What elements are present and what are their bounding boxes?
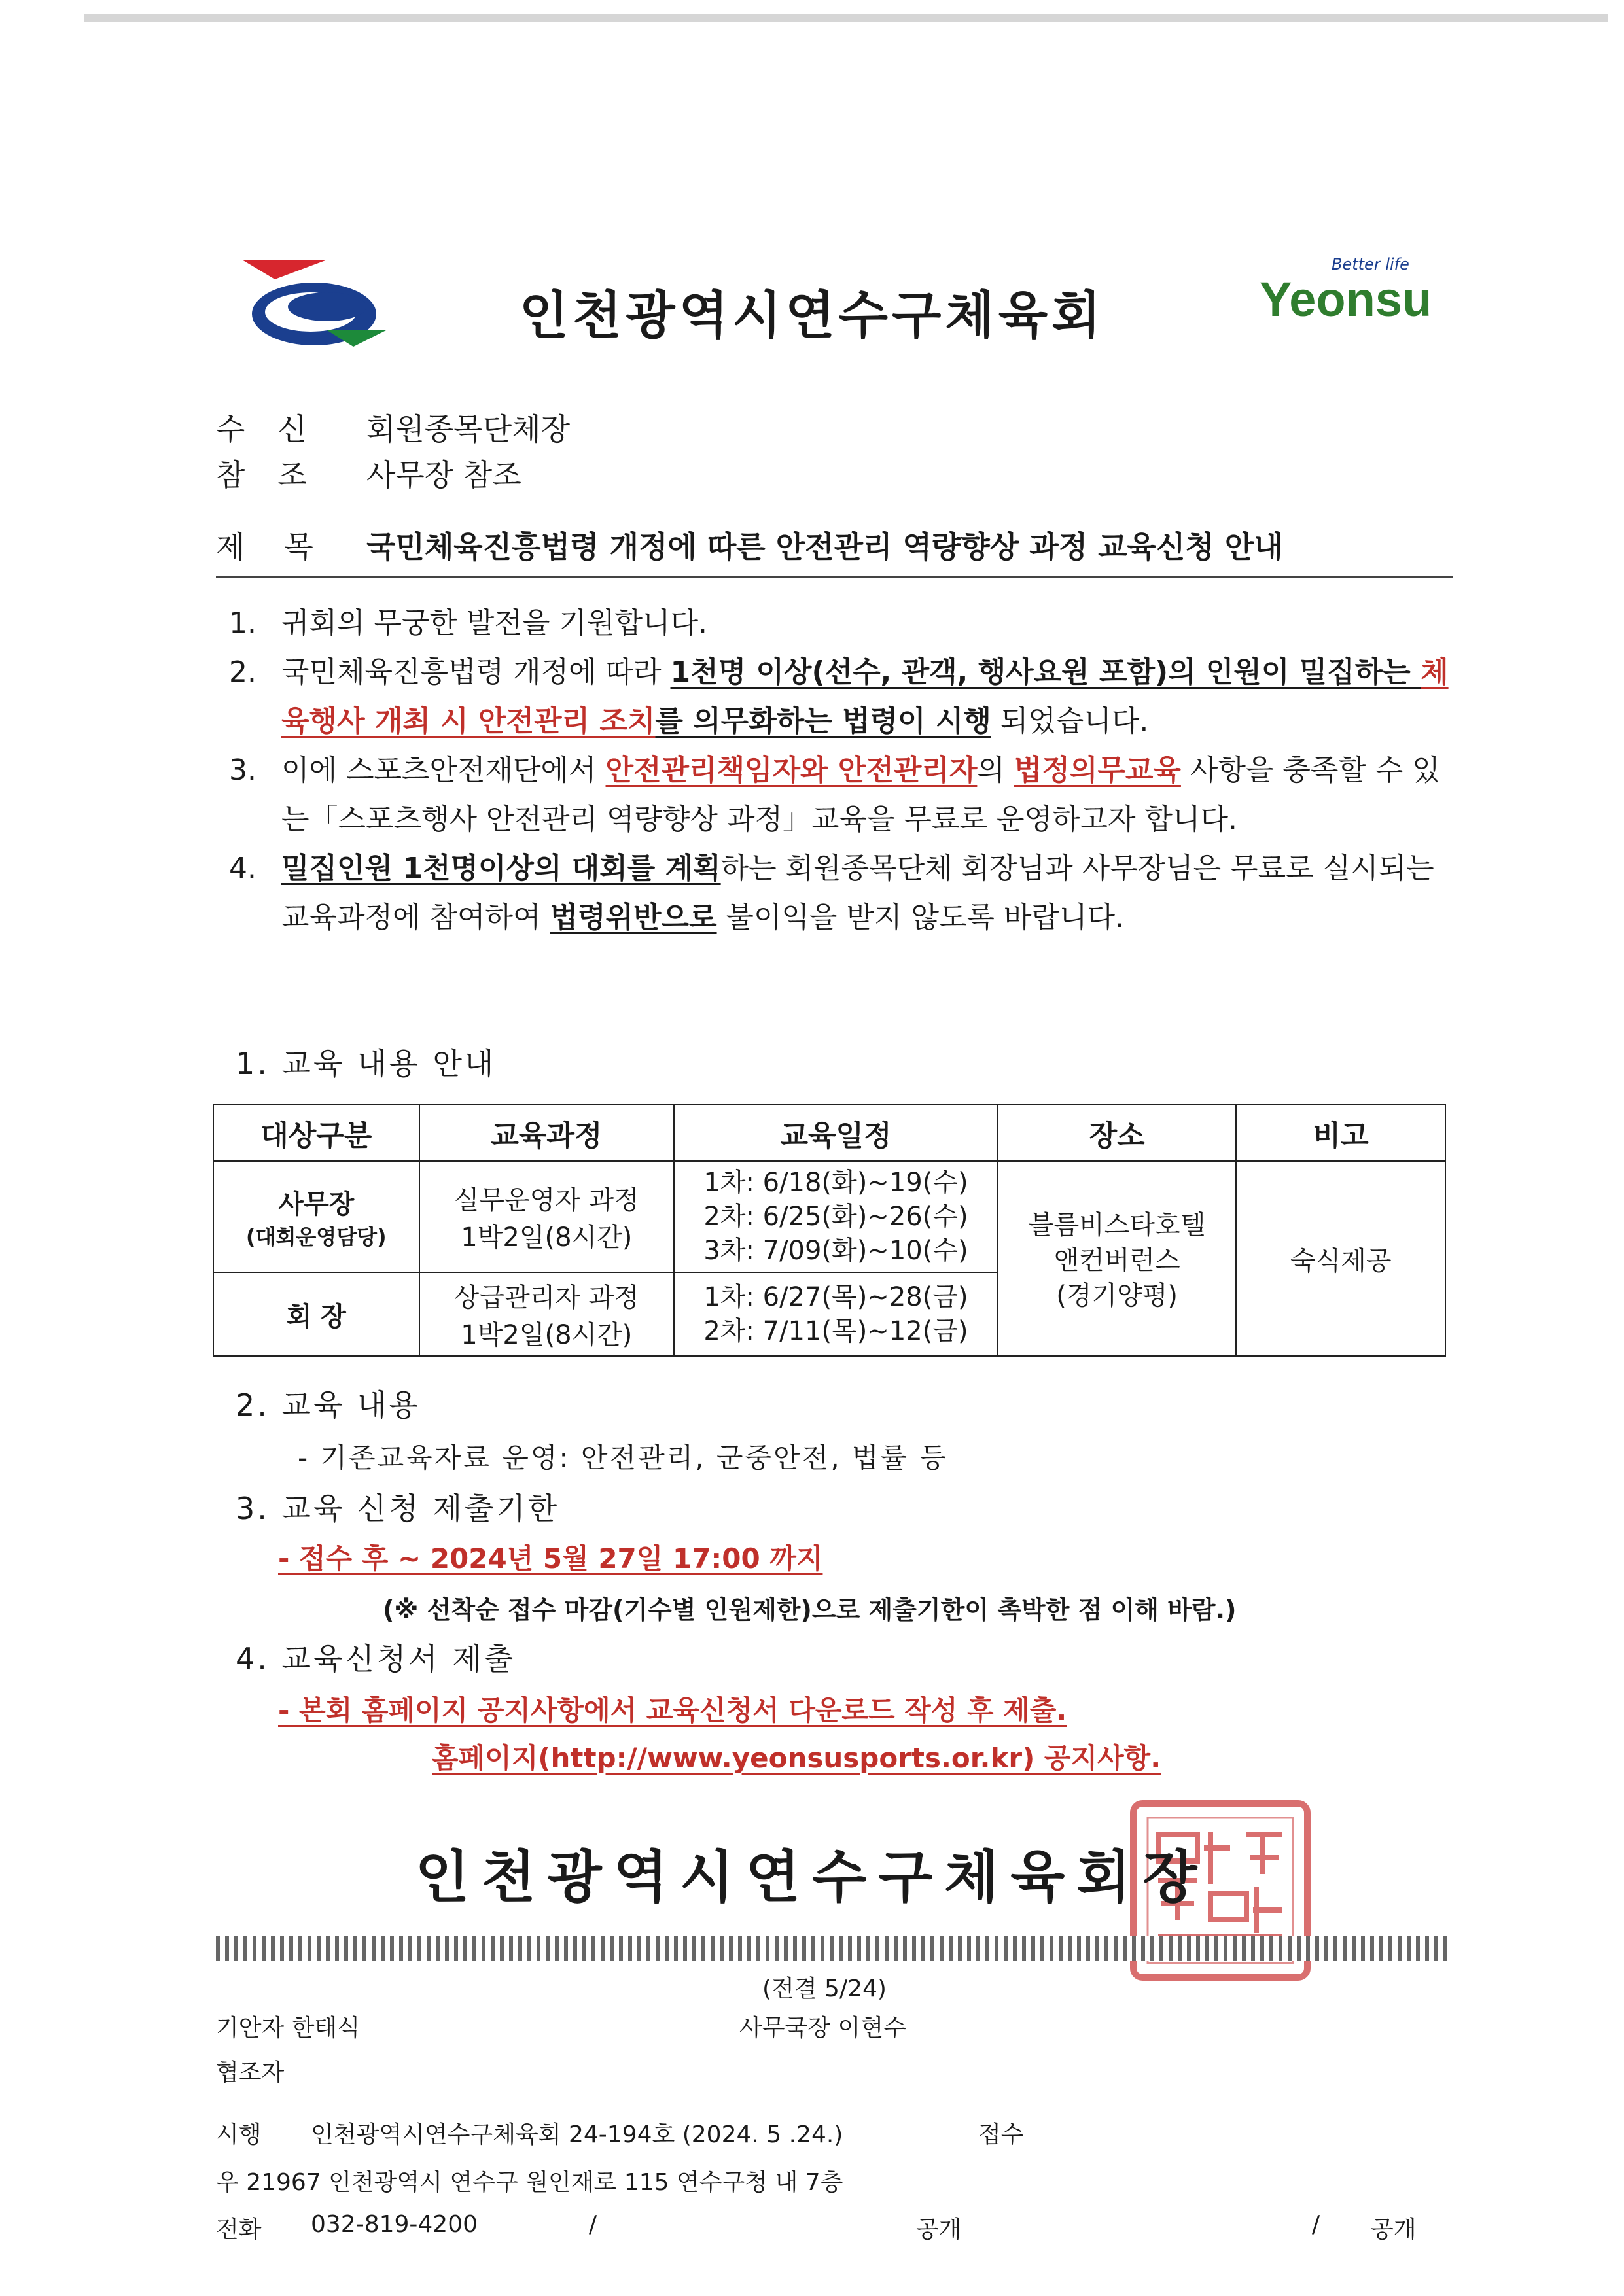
homepage-link[interactable]: 홈페이지(http://www.yeonsusports.or.kr) 공지사항.	[432, 1742, 1161, 1774]
body-item-3	[229, 746, 1453, 844]
column-header: 대상구분	[213, 1105, 419, 1161]
course-name: 실무운영자 과정	[453, 1185, 639, 1215]
target-name: 회 장	[286, 1301, 346, 1332]
course-cell	[419, 1161, 675, 1272]
target-cell	[213, 1161, 419, 1272]
recipient-row	[216, 406, 570, 449]
address: 우 21967 인천광역시 연수구 원인재로 115 연수구청 내 7층	[216, 2169, 843, 2196]
education-table	[213, 1104, 1446, 1357]
course-duration: 1박2일(8시간)	[461, 1320, 633, 1350]
schedule-entry: 3차: 7/09(화)~10(수)	[703, 1236, 968, 1266]
column-header: 교육일정	[674, 1105, 998, 1161]
item-emphasis-red: 안전관리책임자와 안전관리자	[605, 754, 978, 787]
column-header: 비고	[1236, 1105, 1445, 1161]
section-1-title: 1. 교육 내용 안내	[236, 1046, 497, 1081]
schedule-entry: 2차: 6/25(화)~26(수)	[703, 1202, 968, 1232]
body-item-1	[229, 599, 1453, 648]
drafter: 기안자 한태식	[216, 2015, 361, 2042]
target-name: 사무장	[278, 1189, 355, 1219]
schedule-cell	[674, 1161, 998, 1272]
public-status: 공개	[916, 2216, 962, 2243]
item-emphasis-red: 체육행사 개최 시 안전관리 조치	[281, 655, 1449, 738]
section-4-title: 4. 교육신청서 제출	[236, 1641, 516, 1677]
deadline-text: - 접수 후 ~ 2024년 5월 27일 17:00 까지	[278, 1542, 823, 1574]
item-text: 불이익을 받지 않도록 바랍니다.	[716, 901, 1125, 934]
public-status: 공개	[1371, 2216, 1417, 2243]
sender-signature: 인천광역시연수구체육회장	[415, 1845, 1209, 1910]
schedule-entry: 1차: 6/27(목)~28(금)	[703, 1282, 968, 1312]
subject-row	[216, 523, 1453, 578]
venue-cell	[998, 1161, 1237, 1356]
column-header: 교육과정	[419, 1105, 675, 1161]
item-text: 이에 스포츠안전재단에서	[281, 754, 606, 787]
schedule-entry: 1차: 6/18(화)~19(수)	[703, 1168, 968, 1198]
subject-label: 제목	[216, 529, 353, 565]
cooperator: 협조자	[216, 2059, 285, 2086]
item-number: 2.	[229, 655, 256, 689]
document-barcode	[216, 1936, 1453, 1961]
logo-wordmark: Yeonsu	[1260, 272, 1432, 326]
item-text: 되었습니다.	[991, 704, 1149, 738]
body-item-4	[229, 844, 1453, 942]
item-number: 4.	[229, 852, 256, 885]
note-cell: 숙식제공	[1236, 1161, 1445, 1356]
body-list	[229, 599, 1453, 942]
section-3-title: 3. 교육 신청 제출기한	[236, 1491, 560, 1526]
course-duration: 1박2일(8시간)	[461, 1223, 633, 1253]
course-name: 상급관리자 과정	[453, 1283, 639, 1313]
recipient-label: 수신	[216, 411, 340, 447]
body-item-2	[229, 648, 1453, 746]
enforce-label: 시행	[216, 2121, 262, 2148]
yeonsu-logo	[1260, 255, 1432, 334]
item-text: 의	[977, 754, 1014, 787]
phone-number: 032-819-4200	[311, 2211, 478, 2238]
section-2-title: 2. 교육 내용	[236, 1387, 421, 1423]
item-emphasis: 법령위반으로	[550, 901, 717, 934]
separator-slash: /	[1312, 2211, 1320, 2238]
approval-note: (전결 5/24)	[762, 1975, 887, 2002]
table-header-row	[213, 1105, 1445, 1161]
section-2-line: - 기존교육자료 운영: 안전관리, 군중안전, 법률 등	[298, 1442, 948, 1474]
scan-top-edge	[84, 14, 1608, 22]
item-number: 3.	[229, 754, 256, 787]
item-number: 1.	[229, 606, 256, 640]
reference-value: 사무장 참조	[366, 457, 521, 493]
subject-value: 국민체육진흥법령 개정에 따른 안전관리 역량향상 과정 교육신청 안내	[366, 529, 1283, 565]
office-chief: 사무국장 이현수	[739, 2015, 906, 2042]
target-cell	[213, 1272, 419, 1356]
separator-slash: /	[589, 2211, 597, 2238]
receipt-label: 접수	[978, 2121, 1024, 2148]
item-text: 사항을 충족할 수 있는「스포츠행사 안전관리 역량향상 과정」교육을 무료로 운영하고자 합니다.	[281, 754, 1440, 836]
table-row	[213, 1161, 1445, 1272]
item-text: 귀회의 무궁한 발전을 기원합니다.	[281, 606, 707, 640]
column-header: 장소	[998, 1105, 1237, 1161]
reference-row	[216, 451, 521, 495]
org-title: 인천광역시연수구체육회	[519, 287, 1105, 345]
venue-line: 앤컨버런스	[1053, 1245, 1180, 1276]
venue-line: (경기양평)	[1056, 1281, 1178, 1311]
recipient-value: 회원종목단체장	[366, 411, 571, 447]
item-emphasis: 1천명 이상(선수, 관객, 행사요원 포함)의 인원이 밀집하는	[670, 655, 1421, 689]
item-emphasis: 밀집인원 1천명이상의 대회를 계획	[281, 852, 721, 885]
venue-line: 블름비스타호텔	[1028, 1210, 1206, 1240]
enforce-value: 인천광역시연수구체육회 24-194호 (2024. 5 .24.)	[311, 2121, 843, 2148]
item-text: 하는 회원종목단체 회장님과 사무장님은 무료로 실시되는 교육과정에 참여하여	[281, 852, 1434, 934]
item-text: 국민체육진흥법령 개정에 따라	[281, 655, 671, 689]
course-cell	[419, 1272, 675, 1356]
item-emphasis-red: 법정의무교육	[1014, 754, 1181, 787]
phone-label: 전화	[216, 2216, 262, 2243]
logo-tagline: Better life	[1332, 255, 1409, 273]
deadline-note: (※ 선착순 접수 마감(기수별 인원제한)으로 제출기한이 촉박한 점 이해 바람.)	[383, 1595, 1237, 1624]
item-emphasis: 를 의무화하는 법령이 시행	[655, 704, 991, 738]
schedule-entry: 2차: 7/11(목)~12(금)	[703, 1316, 968, 1346]
schedule-cell	[674, 1272, 998, 1356]
reference-label: 참조	[216, 457, 340, 493]
target-sub: (대회운영담당)	[245, 1224, 387, 1249]
submission-line: - 본회 홈페이지 공지사항에서 교육신청서 다운로드 작성 후 제출.	[278, 1694, 1067, 1726]
